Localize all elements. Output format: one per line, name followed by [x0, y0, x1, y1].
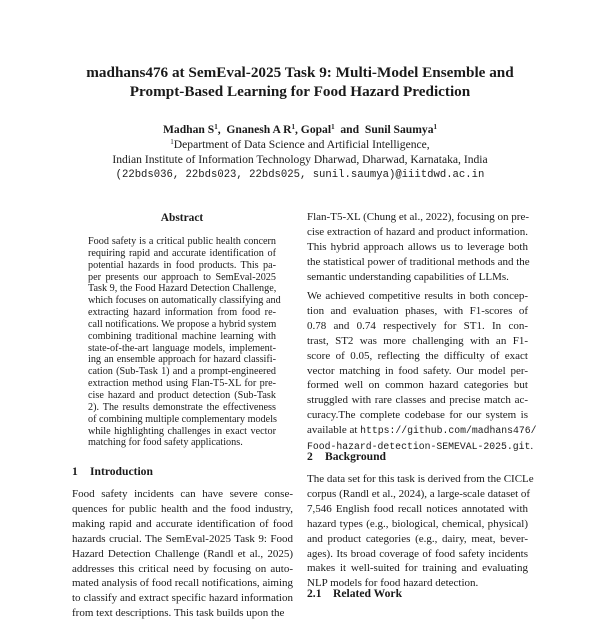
introduction-line: Hazard Detection Challenge (Randl et al., 2025)	[72, 547, 293, 560]
right-column-paragraph-1	[307, 210, 528, 285]
abstract-line: matching for food safety applications.	[88, 437, 243, 449]
abstract-line: call notifications. We propose a hybrid system	[88, 318, 277, 330]
background-line: NLP models for food hazard detection.	[307, 577, 479, 590]
paragraph-line: cise extraction of hazard and product information.	[307, 225, 528, 238]
paragraph-line: 0.78 and 0.74 respectively for ST1. In con-	[307, 319, 528, 332]
paragraph-line: This hybrid approach allows us to leverage both	[307, 240, 528, 253]
abstract-line: requiring rapid and accurate identification of	[88, 247, 276, 259]
code-url[interactable]: https://github.com/madhans476/	[360, 425, 537, 437]
code-availability-line: available at https://github.com/madhans476/	[307, 424, 537, 437]
abstract-line: of combining multiple complementary models	[88, 413, 277, 425]
author-name: Gopal	[300, 123, 332, 136]
abstract-line: while highlighting challenges in exact vector	[88, 425, 276, 437]
abstract-line: cise hazard and product detection (Sub-Task	[88, 389, 276, 401]
background-line: and product categories (e.g., dairy, meat, bever-	[307, 532, 528, 545]
paper-title	[60, 63, 540, 101]
paragraph-line: tion and evaluation phases, with F1-scores of	[307, 304, 528, 317]
author-names: Madhan $S^1$, Gnanesh A $R^1$, Gopal$^1$ and Sunil Saumya$^1$	[162, 123, 438, 136]
abstract-line: combining traditional machine learning with	[88, 330, 276, 342]
abstract-line: potential hazards in food products. This pa-	[88, 259, 276, 271]
paragraph-line: We achieved competitive results in both concep-	[307, 290, 528, 302]
introduction-line: from text descriptions. This task builds upon the	[72, 607, 285, 620]
introduction-line: mated analysis of food recall notifications, aiming	[72, 577, 293, 590]
code-url-continued[interactable]: Food-hazard-detection-SEMEVAL-2025.git	[307, 441, 531, 453]
background-line: corpus (Randl et al., 2024), a large-scale dataset of	[307, 487, 531, 500]
paragraph-line: semantic understanding capabilities of LLMs.	[307, 270, 509, 283]
paragraph-line: the statistical power of traditional methods and the	[307, 255, 530, 268]
abstract-line: extracting hazard information from food re-	[88, 307, 276, 319]
paragraph-line: struggled with rare classes and precise match ac-	[307, 394, 528, 407]
introduction-line: Food safety incidents can have severe conse-	[72, 488, 293, 500]
abstract-line: extraction method using Flan-T5-XL for pre-	[88, 378, 276, 390]
abstract-line: 2). The results demonstrate the effectiveness	[88, 401, 276, 413]
section-heading-background: 2 Background	[307, 450, 386, 463]
affiliation-institute: Indian Institute of Information Technology Dharwad, Dharwad, Karnataka, India	[112, 153, 488, 167]
author-name: Madhan S	[162, 123, 215, 136]
paragraph-line: score of 0.05, reflecting the difficulty of exact	[307, 349, 528, 362]
paragraph-line: trast, ST2 was more challenging with an F1-	[307, 334, 528, 347]
abstract-line: which focuses on automatically classifying and	[88, 295, 281, 307]
author-name: Gnanesh A R	[226, 123, 292, 136]
abstract-line: Task 9, the Food Hazard Detection Challenge,	[88, 283, 277, 295]
background-line: 7,546 English food recall notices annotated with	[307, 502, 528, 515]
author-name: Sunil Saumya	[364, 123, 434, 136]
background-body	[307, 472, 534, 591]
introduction-line: quences for public health and the food industry,	[72, 502, 293, 515]
abstract-heading: Abstract	[160, 212, 204, 224]
introduction-line: hazards crucial. The SemEval-2025 Task 9: Food	[72, 532, 293, 545]
abstract-line: cation (Sub-Task 1) and a prompt-engineered	[88, 366, 276, 378]
author-block	[60, 122, 540, 183]
title-line-1: madhans476 at SemEval-2025 Task 9: Multi-Model Ensemble and	[86, 64, 514, 81]
abstract-line: Food safety is a critical public health concern	[88, 236, 276, 247]
introduction-body	[72, 487, 293, 621]
abstract-line: ing an ensemble approach for hazard classifi-	[88, 354, 276, 366]
section-heading-introduction: 1 Introduction	[72, 465, 153, 478]
abstract-line: per presents our approach to SemEval-2025	[88, 271, 276, 283]
background-line: makes it well-suited for training and evaluating	[307, 562, 528, 575]
introduction-line: addresses this critical need by focusing on auto-	[72, 562, 293, 575]
author-emails: (22bds036, 22bds023, 22bds025, sunil.saumya)@iiitdwd.ac.in	[115, 168, 485, 181]
introduction-line: to classify and extract specific hazard information	[72, 592, 293, 605]
paragraph-line: formed well on common hazard categories but	[307, 379, 528, 392]
abstract-line: state-of-the-art language models, implement-	[88, 342, 276, 354]
introduction-line: making rapid and accurate identification of food	[72, 517, 293, 530]
affiliation-department: $^1$Department of Data Science and Artificial Intelligence,	[170, 138, 430, 152]
background-line: hazard types (e.g., biological, chemical, physical)	[307, 517, 528, 530]
abstract-body	[88, 236, 281, 449]
paragraph-line: curacy.The complete codebase for our system is	[307, 409, 528, 422]
subsection-heading-related-work: 2.1 Related Work	[307, 587, 403, 600]
background-line: The data set for this task is derived from the CICLe	[307, 473, 534, 485]
right-column-paragraph-2: We achieved competitive results in both concep- tion and evaluation phases, with F1-scores of 0.78 and 0.74 respectively for ST1. In con- trast, ST2 was more challenging with an F1- score of 0.05, reflecting the difficulty of exact vector matching in food safety. Our model per- formed well on common hazard categories but struggled with rare classes and precise match ac- curacy.The complete codebase for our system is available at https://github.com/madhans476/ Food-hazard-detection-SEMEVAL-2025.git.	[307, 290, 537, 453]
author-separator: and	[340, 123, 360, 136]
paragraph-line: vector matching in food safety. Our model per-	[307, 364, 528, 377]
paragraph-line: Flan-T5-XL (Chung et al., 2022), focusing on pre-	[307, 211, 529, 223]
title-line-2: Prompt-Based Learning for Food Hazard Prediction	[129, 83, 471, 100]
background-line: ages). Its broad coverage of food safety incidents	[307, 547, 528, 560]
